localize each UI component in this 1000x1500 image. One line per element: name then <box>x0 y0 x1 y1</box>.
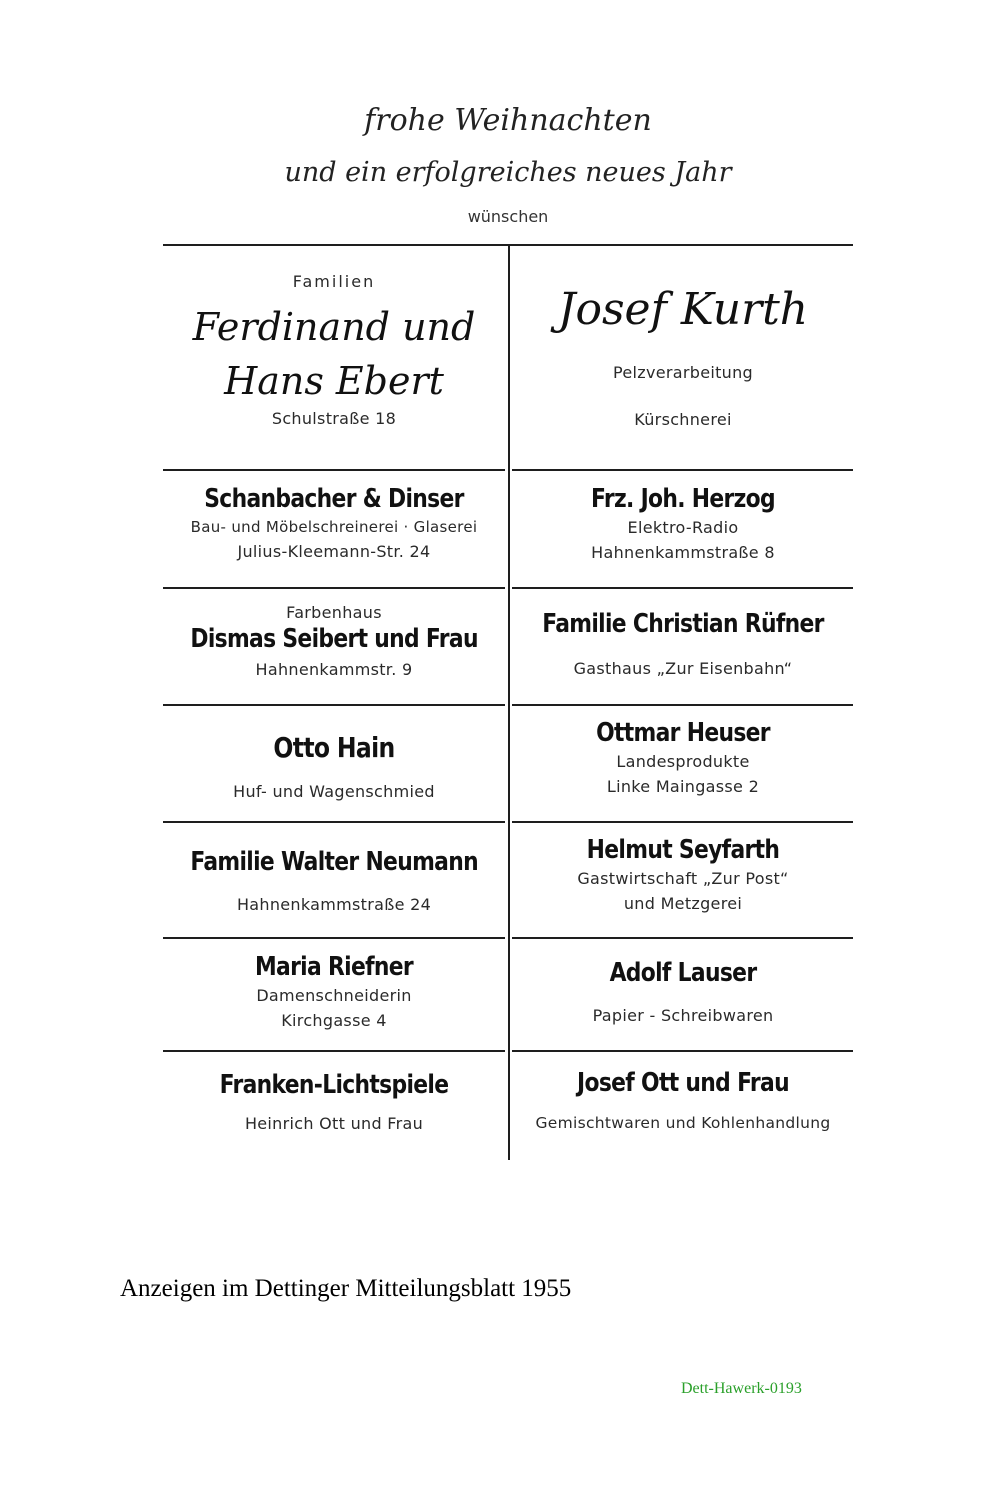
caption: Anzeigen im Dettinger Mitteilungsblatt 1955 <box>120 1275 572 1302</box>
ad-kurth-name: Josef Kurth <box>557 284 809 335</box>
ad-seyfarth-line-2: und Metzgerei <box>623 894 743 913</box>
ad-seyfarth-name: Helmut Seyfarth <box>586 835 780 865</box>
ad-ott <box>512 1068 854 1132</box>
ad-schanbacher-line-1: Bau- und Möbelschreinerei · Glaserei <box>190 518 478 536</box>
ad-neumann-line-1: Hahnenkammstraße 24 <box>236 895 432 914</box>
reference-code: Dett-Hawerk-0193 <box>681 1380 802 1397</box>
divider-row-1-right <box>512 469 853 471</box>
divider-row-5-right <box>512 937 853 939</box>
ad-heuser-name: Ottmar Heuser <box>596 718 770 748</box>
ad-ebert <box>163 272 505 428</box>
ad-seibert-prefix: Farbenhaus <box>286 603 382 622</box>
ad-ebert-name-1: Ferdinand und <box>192 305 476 349</box>
ad-franken-line-1: Heinrich Ott und Frau <box>244 1114 424 1133</box>
ad-kurth <box>512 284 854 429</box>
ad-ruefner-line-1: Gasthaus „Zur Eisenbahn“ <box>573 659 793 678</box>
ad-schanbacher <box>163 484 505 561</box>
ad-seibert-line-1: Hahnenkammstr. 9 <box>255 660 413 679</box>
ad-seibert <box>163 603 505 679</box>
ad-seibert-name: Dismas Seibert und Frau <box>190 624 478 654</box>
ad-ott-line-1: Gemischtwaren und Kohlenhandlung <box>535 1114 831 1132</box>
ad-ebert-address: Schulstraße 18 <box>271 409 397 428</box>
ad-riefner-name: Maria Riefner <box>254 952 414 982</box>
divider-row-2-right <box>512 587 853 589</box>
ad-franken <box>163 1070 505 1133</box>
ad-heuser-line-1: Landesprodukte <box>616 752 750 771</box>
ad-hain <box>163 731 505 801</box>
divider-row-2-left <box>163 587 505 589</box>
ad-herzog-name: Frz. Joh. Herzog <box>591 484 775 514</box>
ad-heuser <box>512 718 854 796</box>
ad-schanbacher-line-2: Julius-Kleemann-Str. 24 <box>237 542 431 561</box>
ad-riefner <box>163 952 505 1030</box>
ad-ott-name: Josef Ott und Frau <box>577 1068 789 1098</box>
ad-lauser <box>512 958 854 1025</box>
ad-hain-line-1: Huf- und Wagenschmied <box>233 782 435 801</box>
ad-herzog <box>512 484 854 562</box>
divider-row-1-left <box>163 469 505 471</box>
divider-row-6-right <box>512 1050 853 1052</box>
ad-riefner-line-1: Damenschneiderin <box>256 986 412 1005</box>
ad-herzog-line-2: Hahnenkammstraße 8 <box>591 543 775 562</box>
ad-seyfarth <box>512 835 854 913</box>
greeting-line-1: frohe Weihnachten <box>364 103 652 138</box>
divider-row-3-left <box>163 704 505 706</box>
ad-ruefner <box>512 609 854 678</box>
greeting-line-2: und ein erfolgreiches neues Jahr <box>284 157 732 188</box>
divider-row-5-left <box>163 937 505 939</box>
ad-franken-name: Franken-Lichtspiele <box>219 1070 449 1100</box>
ad-riefner-line-2: Kirchgasse 4 <box>281 1011 387 1030</box>
ad-schanbacher-name: Schanbacher & Dinser <box>204 484 464 514</box>
divider-row-4-right <box>512 821 853 823</box>
ad-heuser-line-2: Linke Maingasse 2 <box>606 777 760 796</box>
ad-kurth-line-1: Pelzverarbeitung <box>613 363 753 382</box>
ad-lauser-line-1: Papier - Schreibwaren <box>592 1006 774 1025</box>
ad-neumann-name: Familie Walter Neumann <box>190 847 478 877</box>
ad-neumann <box>163 847 505 914</box>
ad-ruefner-name: Familie Christian Rüfner <box>542 609 824 639</box>
ad-herzog-line-1: Elektro-Radio <box>627 518 739 537</box>
greeting-line-3: wünschen <box>467 207 549 226</box>
divider-row-6-left <box>163 1050 505 1052</box>
ad-hain-name: Otto Hain <box>273 731 395 764</box>
ad-lauser-name: Adolf Lauser <box>609 958 757 988</box>
ad-kurth-line-2: Kürschnerei <box>634 410 732 429</box>
divider-row-4-left <box>163 821 505 823</box>
ad-ebert-name-2: Hans Ebert <box>224 359 444 403</box>
divider-row-3-right <box>512 704 853 706</box>
divider-vertical <box>508 246 510 1160</box>
ad-ebert-prefix: Familien <box>292 272 376 291</box>
ad-seyfarth-line-1: Gastwirtschaft „Zur Post“ <box>577 869 789 888</box>
